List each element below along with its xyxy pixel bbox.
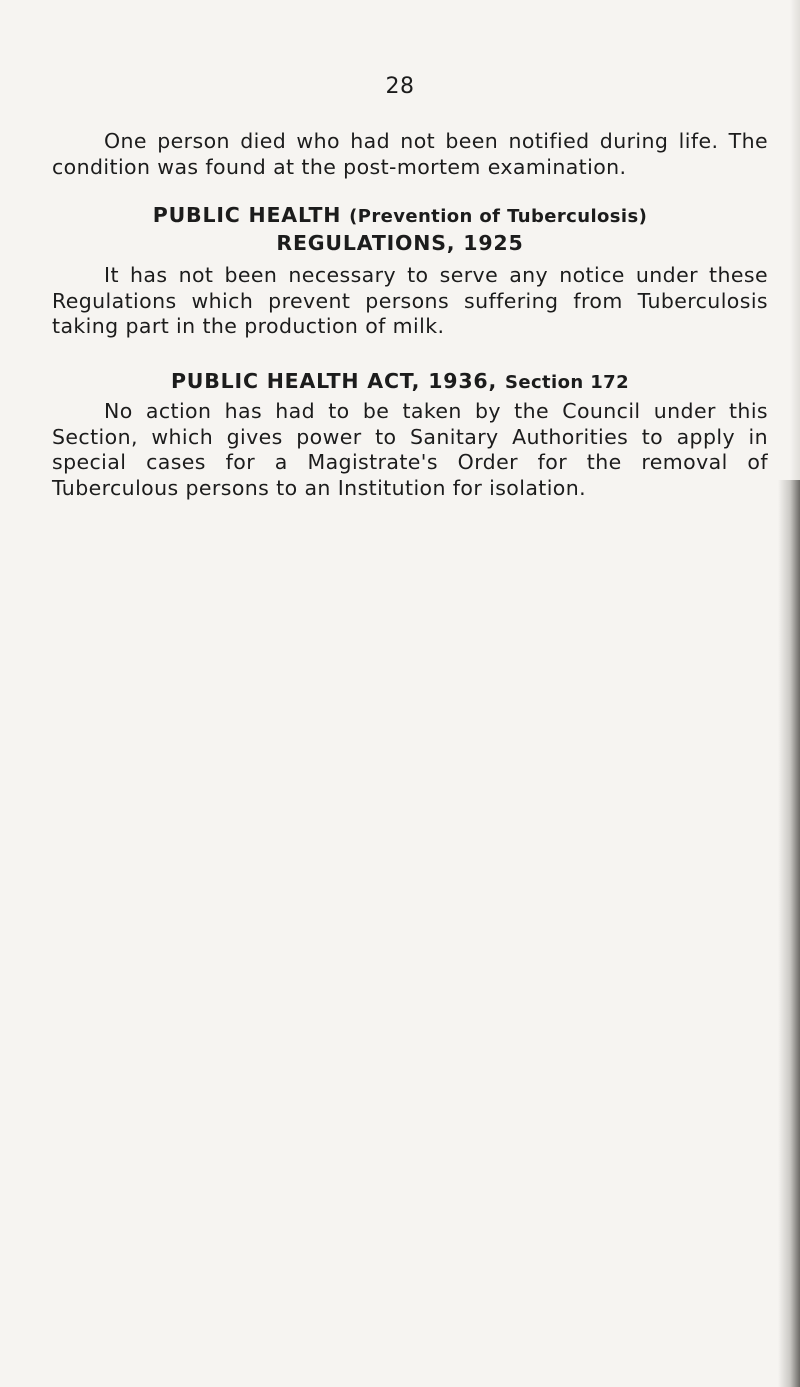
section-2-body-text: No action has had to be taken by the Council under this Section, which gives power to Sanitary Authorities to apply in special cases for a Magistrate's Order for the removal of Tuberculous persons to an Institution for isolation. (52, 399, 768, 500)
section-2-body (52, 399, 768, 501)
section-1-body (52, 263, 768, 340)
section-1-heading-line-2: REGULATIONS, 1925 (276, 231, 524, 255)
page-edge-shading (778, 480, 800, 1387)
section-1-heading (0, 202, 800, 256)
page-number: 28 (385, 74, 415, 99)
page-edge-shading-top (790, 0, 800, 480)
intro-paragraph (52, 129, 768, 180)
section-1-heading-suffix: (Prevention of Tuberculosis) (349, 206, 648, 227)
section-2-heading-suffix: Section 172 (504, 372, 630, 393)
section-1-heading-main: PUBLIC HEALTH (152, 203, 342, 227)
section-2-heading-main: PUBLIC HEALTH ACT, 1936, (170, 369, 498, 393)
intro-paragraph-text: One person died who had not been notified during life. The condition was found at the post-mortem examination. (52, 129, 768, 179)
section-1-body-text: It has not been necessary to serve any notice under these Regulations which prevent persons suffering from Tuberculosis taking part in the production of milk. (52, 263, 768, 338)
section-2-heading (0, 368, 800, 396)
